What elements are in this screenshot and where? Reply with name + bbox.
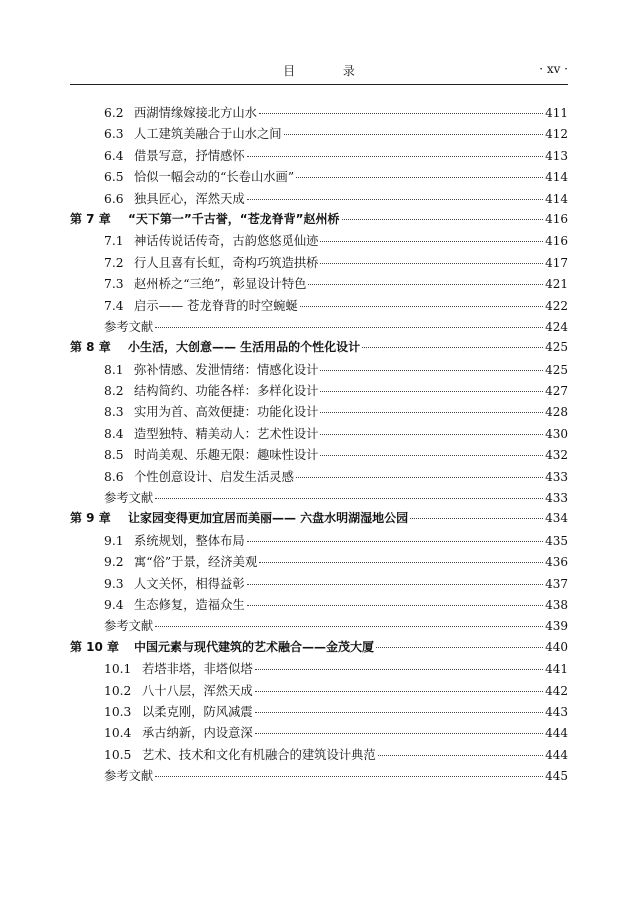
toc-section-entry [70, 402, 568, 423]
toc-entry-number: 第 10 章 [70, 639, 120, 654]
toc-entry-page-number: 416 [545, 234, 568, 249]
toc-entry-title: 小生活，大创意—— 生活用品的个性化设计 [128, 340, 361, 355]
toc-section-entry [70, 681, 568, 702]
toc-entry-number: 6.2 [104, 106, 124, 120]
dot-leader [255, 712, 543, 713]
toc-section-entry [70, 467, 568, 488]
toc-entry-number: 10.2 [104, 683, 132, 698]
toc-entry-number: 10.5 [104, 747, 132, 762]
toc-section-entry [70, 189, 568, 210]
toc-entry-page-number: 442 [545, 683, 568, 698]
toc-references-entry [70, 616, 568, 637]
toc-section-entry [70, 274, 568, 295]
toc-section-entry [70, 124, 568, 145]
dot-leader [320, 263, 543, 264]
toc-entry-page-number: 414 [545, 191, 568, 206]
header-title: 目 录 [283, 64, 377, 78]
dot-leader [284, 134, 544, 135]
toc-entry-number: 7.1 [104, 234, 124, 249]
toc-entry-title: 弥补情感、发泄情绪：情感化设计 [134, 362, 319, 377]
toc-entry-page-number: 412 [545, 127, 568, 142]
toc-entry-page-number: 411 [545, 106, 568, 120]
toc-entry-page-number: 433 [545, 491, 568, 506]
toc-section-entry [70, 445, 568, 466]
toc-section-entry [70, 552, 568, 573]
toc-entry-page-number: 444 [545, 726, 568, 741]
toc-entry-number: 10.4 [104, 726, 132, 741]
toc-section-entry [70, 723, 568, 744]
toc-section-entry [70, 167, 568, 188]
toc-section-entry [70, 146, 568, 167]
toc-entry-page-number: 441 [545, 662, 568, 677]
toc-entry-title: 以柔克刚，防风减震 [142, 704, 253, 719]
dot-leader [342, 219, 544, 220]
toc-entry-title: 时尚美观、乐趣无限：趣味性设计 [134, 448, 319, 463]
toc-entry-page-number: 434 [545, 511, 568, 526]
dot-leader [247, 605, 543, 606]
dot-leader [259, 113, 543, 114]
toc-entry-title: 参考文献 [104, 769, 154, 784]
toc-entry-number: 7.3 [104, 277, 124, 292]
dot-leader [259, 562, 543, 563]
toc-entry-title: 神话传说话传奇，古韵悠悠觅仙迹 [134, 234, 319, 249]
toc-entry-title: 参考文献 [104, 319, 154, 334]
toc-entry-page-number: 422 [545, 298, 568, 313]
toc-section-entry [70, 424, 568, 445]
toc-entry-page-number: 435 [545, 533, 568, 548]
toc-entry-title: 参考文献 [104, 619, 154, 634]
toc-references-entry [70, 317, 568, 338]
toc-entry-title: 承古纳新，内设意深 [142, 726, 253, 741]
toc-chapter-entry [70, 509, 568, 530]
dot-leader [155, 776, 543, 777]
toc-section-entry [70, 296, 568, 317]
toc-entry-title: 八十八层，浑然天成 [142, 683, 253, 698]
dot-leader [247, 199, 543, 200]
toc-entry-page-number: 438 [545, 597, 568, 612]
toc-entry-title: 赵州桥之“三绝”，彰显设计特色 [134, 277, 307, 292]
toc-references-entry [70, 488, 568, 509]
toc-entry-page-number: 444 [545, 747, 568, 762]
dot-leader [247, 584, 543, 585]
toc-entry-number: 8.2 [104, 384, 124, 399]
toc-entry-page-number: 436 [545, 555, 568, 570]
toc-section-entry [70, 360, 568, 381]
toc-section-entry [70, 103, 568, 124]
toc-entry-title: 恰似一幅会动的“长卷山水画” [134, 170, 295, 185]
dot-leader [320, 370, 543, 371]
toc-entry-title: 实用为首、高效便捷：功能化设计 [134, 405, 319, 420]
dot-leader [247, 541, 543, 542]
toc-section-entry [70, 574, 568, 595]
toc-entry-number: 6.6 [104, 191, 124, 206]
toc-entry-number: 第 9 章 [70, 511, 111, 526]
toc-entry-title: 借景写意，抒情感怀 [134, 148, 245, 163]
toc-entry-title: 系统规划，整体布局 [134, 533, 245, 548]
toc-entry-title: 行人且喜有长虹，奇构巧筑造拱桥 [134, 255, 319, 270]
dot-leader [376, 647, 543, 648]
toc-entry-page-number: 439 [545, 619, 568, 634]
toc-chapter-entry [70, 638, 568, 659]
toc-entry-number: 6.4 [104, 148, 124, 163]
toc-entry-number: 第 7 章 [70, 211, 111, 226]
toc-entry-title: 若塔非塔，非塔似塔 [142, 662, 253, 677]
toc-entry-number: 9.4 [104, 597, 124, 612]
toc-entry-number: 8.3 [104, 405, 124, 420]
dot-leader [320, 412, 543, 413]
toc-section-entry [70, 531, 568, 552]
toc-entry-title: 西湖情缘嫁接北方山水 [134, 106, 257, 120]
toc-entry-page-number: 428 [545, 405, 568, 420]
toc-entry-page-number: 427 [545, 384, 568, 399]
dot-leader [155, 498, 543, 499]
toc-section-entry [70, 253, 568, 274]
toc-entry-number: 10.1 [104, 662, 132, 677]
toc-entry-page-number: 413 [545, 148, 568, 163]
toc-chapter-entry [70, 338, 568, 359]
toc-entry-page-number: 437 [545, 576, 568, 591]
toc-entry-title: 参考文献 [104, 491, 154, 506]
dot-leader [155, 327, 543, 328]
toc-entry-number: 6.5 [104, 170, 124, 185]
header-rule [70, 84, 568, 85]
toc-entry-page-number: 433 [545, 469, 568, 484]
toc-entry-page-number: 421 [545, 277, 568, 292]
table-of-contents [70, 103, 568, 788]
toc-entry-title: 结构简约、功能各样：多样化设计 [134, 384, 319, 399]
dot-leader [255, 691, 543, 692]
toc-entry-title: 独具匠心，浑然天成 [134, 191, 245, 206]
toc-entry-title: 让家园变得更加宜居而美丽—— 六盘水明湖湿地公园 [128, 511, 409, 526]
toc-entry-number: 7.4 [104, 298, 124, 313]
dot-leader [255, 669, 543, 670]
dot-leader [300, 306, 543, 307]
dot-leader [296, 477, 543, 478]
header-page-number: · xv · [539, 62, 568, 76]
toc-entry-number: 10.3 [104, 704, 132, 719]
toc-entry-title: 寓“俗”于景，经济美观 [134, 555, 258, 570]
toc-entry-title: 人文关怀，相得益彰 [134, 576, 245, 591]
dot-leader [296, 177, 543, 178]
toc-entry-page-number: 430 [545, 426, 568, 441]
dot-leader [308, 284, 543, 285]
toc-entry-number: 8.5 [104, 448, 124, 463]
toc-entry-page-number: 416 [545, 211, 568, 226]
toc-entry-title: 个性创意设计、启发生活灵感 [134, 469, 294, 484]
toc-entry-page-number: 417 [545, 255, 568, 270]
dot-leader [320, 391, 543, 392]
toc-section-entry [70, 745, 568, 766]
toc-entry-number: 9.1 [104, 533, 124, 548]
toc-entry-page-number: 440 [545, 639, 568, 654]
dot-leader [320, 434, 543, 435]
toc-entry-number: 9.3 [104, 576, 124, 591]
toc-entry-number: 6.3 [104, 127, 124, 142]
toc-entry-number: 7.2 [104, 255, 124, 270]
toc-entry-title: 中国元素与现代建筑的艺术融合——金茂大厦 [134, 639, 375, 654]
dot-leader [247, 156, 543, 157]
toc-entry-page-number: 443 [545, 704, 568, 719]
running-header [70, 62, 568, 82]
toc-entry-page-number: 425 [545, 362, 568, 377]
toc-entry-title: 启示—— 苍龙脊背的时空蜿蜒 [134, 298, 298, 313]
toc-section-entry [70, 659, 568, 680]
dot-leader [320, 241, 543, 242]
toc-entry-page-number: 445 [545, 769, 568, 784]
toc-entry-title: “天下第一”千古誉，“苍龙脊背”赵州桥 [128, 211, 340, 226]
dot-leader [320, 455, 543, 456]
toc-entry-number: 8.1 [104, 362, 124, 377]
dot-leader [255, 733, 543, 734]
toc-entry-number: 8.4 [104, 426, 124, 441]
dot-leader [378, 755, 543, 756]
toc-entry-number: 9.2 [104, 555, 124, 570]
toc-entry-title: 生态修复，造福众生 [134, 597, 245, 612]
toc-entry-page-number: 414 [545, 170, 568, 185]
dot-leader [362, 347, 543, 348]
toc-entry-page-number: 432 [545, 448, 568, 463]
toc-section-entry [70, 595, 568, 616]
toc-entry-number: 第 8 章 [70, 340, 111, 355]
toc-references-entry [70, 766, 568, 787]
toc-entry-number: 8.6 [104, 469, 124, 484]
dot-leader [410, 518, 543, 519]
toc-entry-page-number: 425 [545, 340, 568, 355]
toc-entry-title: 造型独特、精美动人：艺术性设计 [134, 426, 319, 441]
toc-entry-title: 人工建筑美融合于山水之间 [134, 127, 282, 142]
toc-section-entry [70, 231, 568, 252]
toc-chapter-entry [70, 210, 568, 231]
toc-entry-title: 艺术、技术和文化有机融合的建筑设计典范 [142, 747, 376, 762]
toc-section-entry [70, 381, 568, 402]
toc-entry-page-number: 424 [545, 319, 568, 334]
dot-leader [155, 626, 543, 627]
toc-section-entry [70, 702, 568, 723]
